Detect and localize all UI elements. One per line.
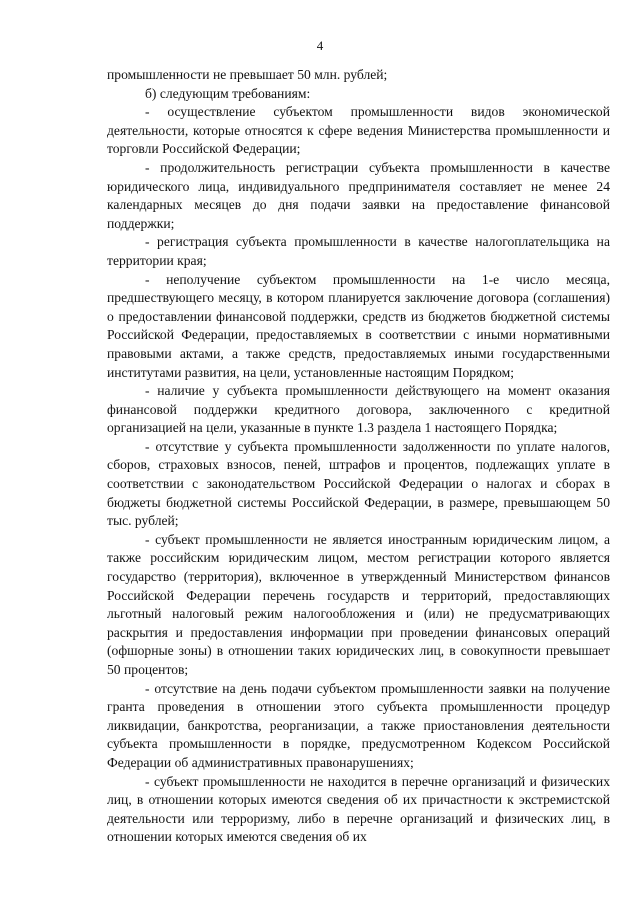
paragraph-no-tax-debt: - отсутствие у субъекта промышленности задолженности по уплате налогов, сборов, страховых взносов, пеней, штрафов и процентов, подлежащих уплате в соответствии с законодательством Российской Федерации о налогах и сборах в бюджеты бюджетной системы Российской Федерации, в размере, превышающем 50 тыс. рублей; xyxy=(107,438,610,529)
paragraph-registration-duration: - продолжительность регистрации субъекта промышленности в качестве юридического лица, индивидуального предпринимателя составляет не менее 24 календарных месяцев до дня подачи заявки на предоставление финансовой поддержки; xyxy=(107,159,610,231)
paragraph-requirements-intro: б) следующим требованиям: xyxy=(145,85,311,101)
paragraph-not-in-extremist-list: - субъект промышленности не находится в перечне организаций и физических лиц, в отношении которых имеются сведения об их причастности к экстремистской деятельности или терроризму, либо в перечне организаций и физических лиц, в отношении которых имеются сведения об их xyxy=(107,773,610,845)
document-body xyxy=(107,66,610,847)
page-number: 4 xyxy=(316,38,324,53)
paragraph-no-other-funding: - неполучение субъектом промышленности на 1-е число месяца, предшествующего месяцу, в котором планируется заключение договора (соглашения) о предоставлении финансовой поддержки, средств из бюджетов бюджетной системы Российской Федерации, предоставляемых в соответствии с иными нормативными правовыми актами, а также средств, предоставляемых иными государственными институтами развития, на цели, установленные настоящим Порядком; xyxy=(107,271,610,380)
paragraph-no-liquidation: - отсутствие на день подачи субъектом промышленности заявки на получение гранта проведения в отношении этого субъекта промышленности процедур ликвидации, банкротства, реорганизации, а также приостановления деятельности субъекта промышленности в порядке, предусмотренном Кодексом Российской Федерации об административных правонарушениях; xyxy=(107,680,610,770)
paragraph-continuation: промышленности не превышает 50 млн. рублей; xyxy=(107,67,388,82)
paragraph-tax-registration: - регистрация субъекта промышленности в качестве налогоплательщика на территории края; xyxy=(107,234,610,268)
paragraph-not-foreign-entity: - субъект промышленности не является иностранным юридическим лицом, а также российским юридическим лицом, местом регистрации которого является государство (территория), включенное в утвержденный Министерством финансов Российской Федерации перечень государств и территорий, предоставляющих льготный налоговый режим налогообложения и (или) не предусматривающих раскрытия и предоставления информации при проведении финансовых операций (офшорные зоны) в отношении таких юридических лиц, в совокупности превышает 50 процентов; xyxy=(107,531,610,677)
paragraph-economic-activity: - осуществление субъектом промышленности видов экономической деятельности, которые относятся к сфере ведения Министерства промышленности и торговли Российской Федерации; xyxy=(107,104,610,157)
paragraph-credit-agreement: - наличие у субъекта промышленности действующего на момент оказания финансовой поддержки кредитного договора, заключенного с кредитной организацией на цели, указанные в пункте 1.3 раздела 1 настоящего Порядка; xyxy=(107,383,610,436)
